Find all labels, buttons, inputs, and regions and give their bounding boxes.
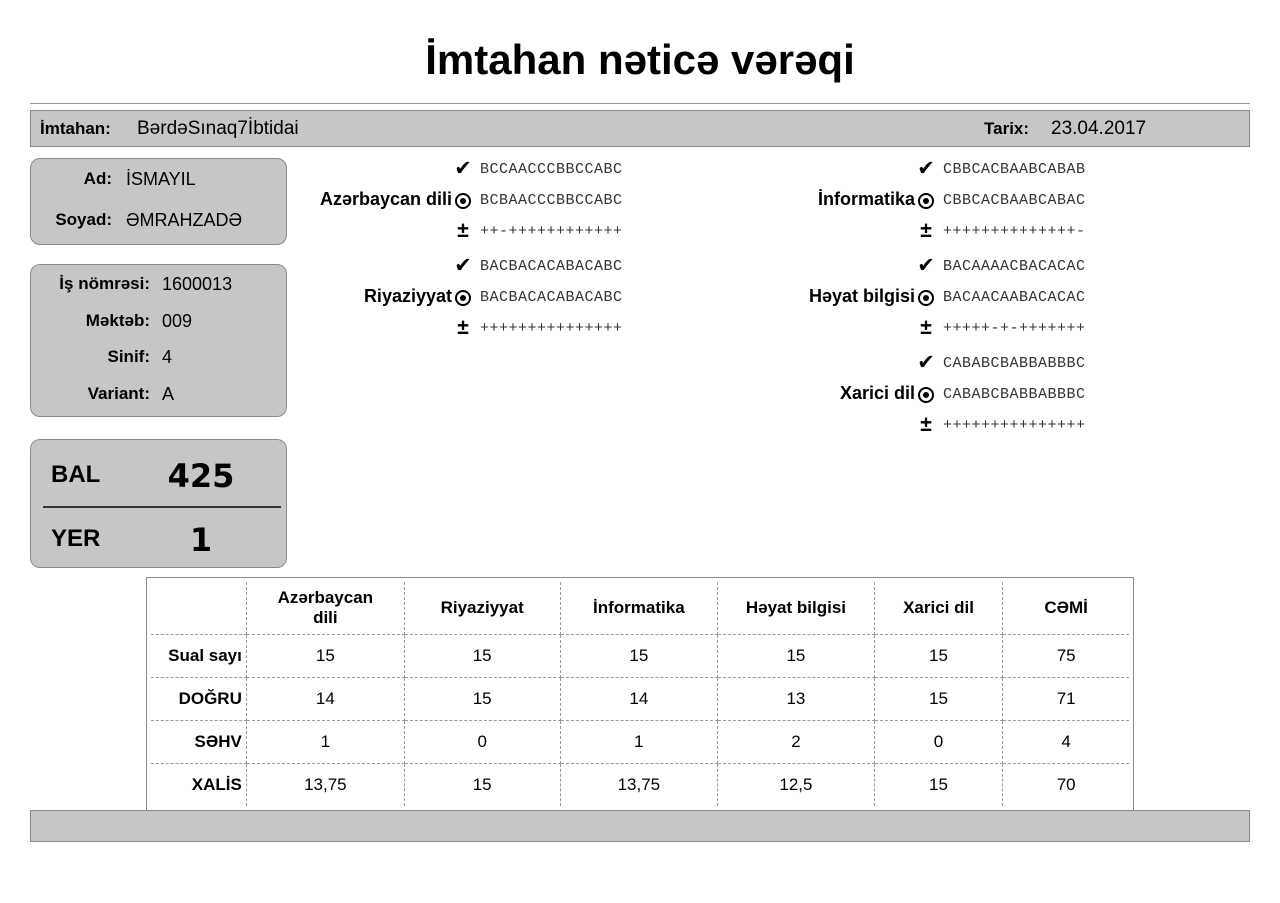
- table-header: Riyaziyyat: [405, 582, 561, 635]
- table-cell: 15: [247, 635, 405, 678]
- table-cell: 14: [247, 678, 405, 721]
- plus-minus-icon: ±: [920, 316, 932, 339]
- subject-name: Xarici dil: [839, 383, 915, 403]
- class-label: Sinif:: [107, 347, 150, 366]
- radio-icon: [915, 188, 937, 212]
- plus-minus-icon: ±: [920, 413, 932, 436]
- student-answers: CABABCBABBABBBC: [943, 386, 1086, 403]
- table-row: [151, 764, 1129, 806]
- table-cell: 13,75: [561, 764, 719, 806]
- date-value: 23.04.2017: [1051, 118, 1147, 139]
- yer-value: 1: [189, 521, 213, 559]
- row-label: XALİS: [151, 764, 247, 806]
- row-label: DOĞRU: [151, 678, 247, 721]
- title-divider: [30, 103, 1250, 104]
- yer-label: YER: [51, 525, 101, 552]
- table-row: [151, 678, 1129, 721]
- answer-marks: +++++-+-+++++++: [943, 320, 1086, 337]
- check-icon: ✔: [917, 351, 935, 374]
- work-number-value: 1600013: [162, 274, 233, 294]
- check-icon: ✔: [917, 254, 935, 277]
- table-header: [151, 582, 247, 635]
- results-table: [146, 577, 1134, 811]
- work-info-box: [30, 264, 287, 417]
- answer-key: BACAAAACBACACAC: [943, 258, 1086, 275]
- table-header: CƏMİ: [1003, 582, 1129, 635]
- score-divider: [43, 506, 281, 508]
- surname-label: Soyad:: [55, 210, 112, 229]
- check-icon: ✔: [454, 254, 472, 277]
- table-cell: 0: [875, 721, 1004, 764]
- subject-block-heyat-bilgisi: [745, 254, 1225, 350]
- table-cell: 13: [718, 678, 875, 721]
- student-answers: BCBAACCCBBCCABC: [480, 192, 623, 209]
- table-header: İnformatika: [561, 582, 719, 635]
- table-cell: 15: [405, 678, 561, 721]
- school-label: Məktəb:: [85, 311, 150, 330]
- table-cell: 75: [1003, 635, 1129, 678]
- table-cell: 1: [247, 721, 405, 764]
- bal-label: BAL: [51, 461, 101, 488]
- answer-key: BACBACACABACABC: [480, 258, 623, 275]
- table-cell: 71: [1003, 678, 1129, 721]
- exam-value: BərdəSınaq7İbtidai: [137, 118, 299, 139]
- student-answers: BACAACAABACACAC: [943, 289, 1086, 306]
- bal-value: 425: [167, 457, 235, 495]
- work-number-label: İş nömrəsi:: [59, 274, 150, 293]
- answer-marks: ++-++++++++++++: [480, 223, 623, 240]
- answer-key: CABABCBABBABBBC: [943, 355, 1086, 372]
- table-cell: 15: [405, 764, 561, 806]
- table-cell: 13,75: [247, 764, 405, 806]
- answer-key: CBBCACBAABCABAB: [943, 161, 1086, 178]
- table-cell: 2: [718, 721, 875, 764]
- subject-block-riyaziyyat: [282, 254, 762, 350]
- row-label: Sual sayı: [151, 635, 247, 678]
- student-name-box: [30, 158, 287, 245]
- plus-minus-icon: ±: [920, 219, 932, 242]
- answer-marks: ++++++++++++++-: [943, 223, 1086, 240]
- table-cell: 15: [561, 635, 719, 678]
- table-cell: 15: [875, 764, 1004, 806]
- page-title: İmtahan nəticə vərəqi: [425, 36, 855, 83]
- answer-marks: +++++++++++++++: [480, 320, 623, 337]
- radio-icon: [915, 382, 937, 406]
- subject-name: Riyaziyyat: [363, 286, 452, 306]
- table-cell: 15: [875, 678, 1004, 721]
- table-row: [151, 721, 1129, 764]
- table-header-row: [151, 582, 1129, 635]
- table-cell: 12,5: [718, 764, 875, 806]
- variant-value: A: [162, 384, 175, 404]
- table-header: Azərbaycan dili: [247, 582, 405, 635]
- table-cell: 0: [405, 721, 561, 764]
- row-label: SƏHV: [151, 721, 247, 764]
- exam-header-bar: [30, 110, 1250, 147]
- subject-block-xarici-dil: [745, 351, 1225, 447]
- variant-label: Variant:: [87, 384, 150, 403]
- table-header: Həyat bilgisi: [718, 582, 875, 635]
- radio-icon: [915, 285, 937, 309]
- table-cell: 15: [405, 635, 561, 678]
- radio-icon: [452, 285, 474, 309]
- check-icon: ✔: [454, 157, 472, 180]
- score-box: [30, 439, 287, 568]
- date-label: Tarix:: [984, 119, 1030, 138]
- table-cell: 1: [561, 721, 719, 764]
- table-header: Xarici dil: [875, 582, 1004, 635]
- student-answers: BACBACACABACABC: [480, 289, 623, 306]
- table-row: [151, 635, 1129, 678]
- table-cell: 4: [1003, 721, 1129, 764]
- class-value: 4: [162, 347, 173, 367]
- exam-label: İmtahan:: [40, 119, 111, 138]
- table-cell: 14: [561, 678, 719, 721]
- school-value: 009: [162, 311, 193, 331]
- table-cell: 15: [718, 635, 875, 678]
- plus-minus-icon: ±: [457, 316, 469, 339]
- subject-block-azerbaycan: [282, 157, 762, 253]
- radio-icon: [452, 188, 474, 212]
- subject-block-informatika: [745, 157, 1225, 253]
- table-cell: 70: [1056, 775, 1076, 794]
- subject-name: Azərbaycan dili: [319, 189, 452, 209]
- footer-bar: [30, 810, 1250, 842]
- subject-name: Həyat bilgisi: [808, 286, 915, 306]
- student-answers: CBBCACBAABCABAC: [943, 192, 1086, 209]
- table-cell: 15: [875, 635, 1004, 678]
- name-label: Ad:: [83, 169, 112, 188]
- name-value: İSMAYIL: [126, 169, 196, 189]
- answer-marks: +++++++++++++++: [943, 417, 1086, 434]
- surname-value: ƏMRAHZADƏ: [126, 210, 243, 230]
- answer-key: BCCAACCCBBCCABC: [480, 161, 623, 178]
- subject-name: İnformatika: [817, 189, 915, 209]
- plus-minus-icon: ±: [457, 219, 469, 242]
- check-icon: ✔: [917, 157, 935, 180]
